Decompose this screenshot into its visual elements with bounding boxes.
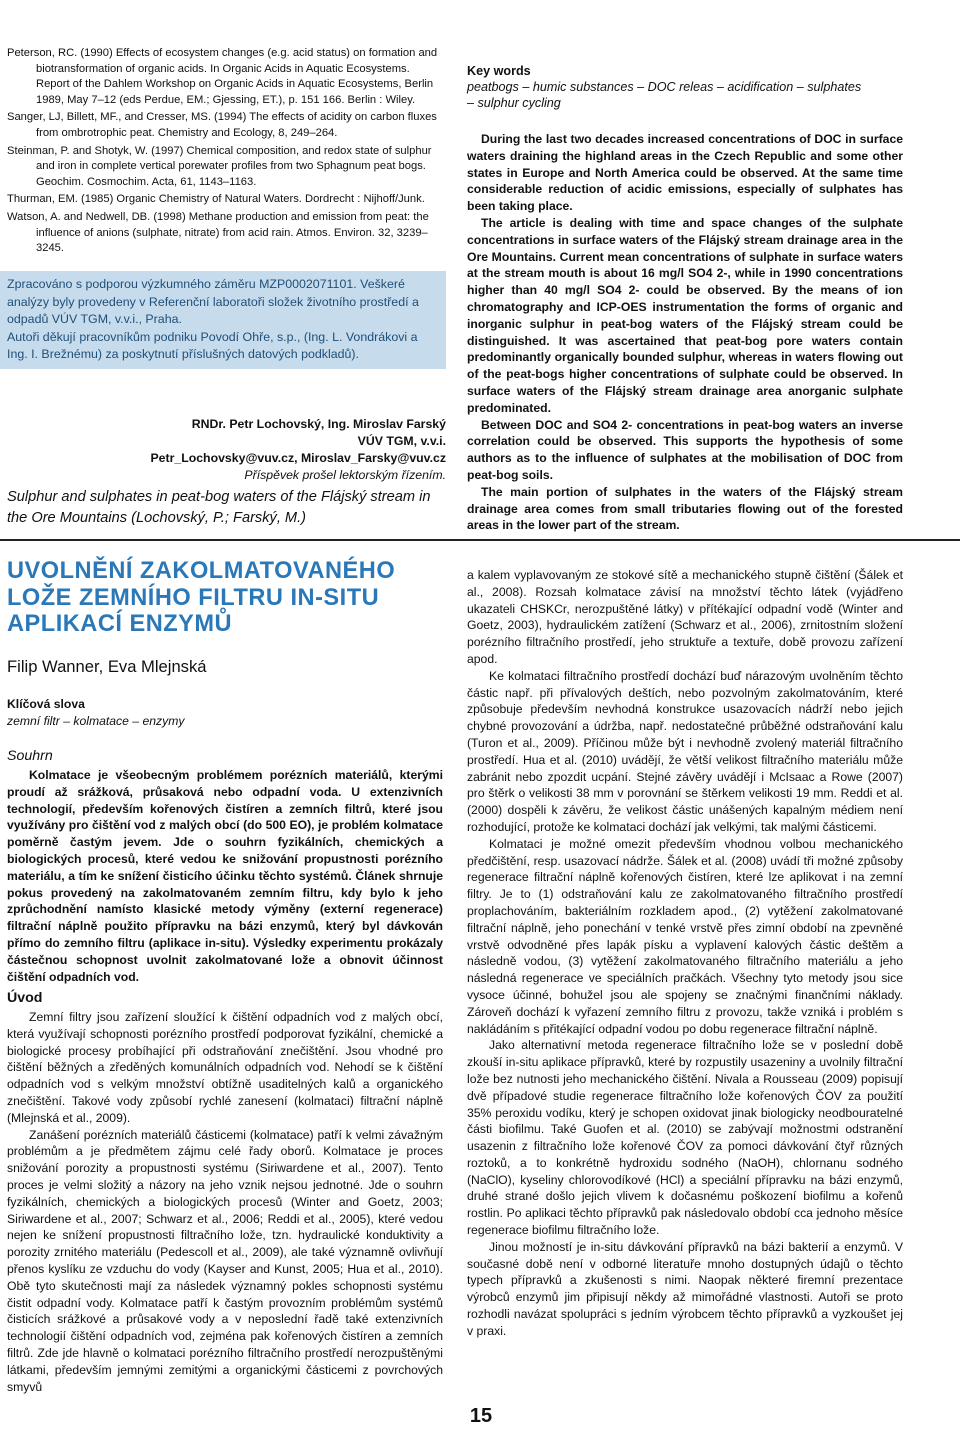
english-abstract bbox=[467, 131, 903, 534]
acknowledgement-text: Zpracováno s podporou výzkumného záměru MZP0002071101. Veškeré analýzy byly provedeny v Referenční laboratoři složek životního prostředí a odpadů VÚV TGM, v.v.i., Praha. bbox=[7, 277, 419, 326]
souhrn-paragraph: Kolmatace je všeobecným problémem porézních materiálů, kterými proudí až srážková, průsaková nebo odpadní voda. U extenzivních technologií, především kořenových čistíren a zemních filtrů, které jsou využívány pro čištění vod z malých obcí (do 500 EO), je problém kolmatace poměrně častým jevem. Jde o souhrn fyzikálních, chemických a biologických procesů, které vedou ke snižování propustnosti porézního materiálu, a tím ke snížení čisticího účinku těchto systémů. Článek shrnuje pokus provedený na zakolmatovaném zemním filtru, kdy bylo k jeho zprůchodnění namísto klasické metody výměny (externí regenerace) filtrační náplně použito přípravku na bázi enzymů, který byl dávkován přímo do zemního filtru (aplikace in-situ). Výsledky experimentu prokázaly částečnou schopnost uvolnit zakolmatované lože a obnovit účinnost čištění odpadních vod. bbox=[7, 768, 443, 984]
acknowledgement-text: Autoři děkují pracovníkům podniku Povodí Ohře, s.p., (Ing. L. Vondrákovi a Ing. I. Brežnému) za poskytnutí příslušných datových podkladů). bbox=[7, 329, 418, 361]
author-block bbox=[0, 416, 446, 484]
body-paragraph: Jako alternativní metoda regenerace filtračního lože se v poslední době zkouší in-situ aplikace přípravků, které by rozpustily usazeniny a uvolnily filtrační lože bez nutnosti jeho mechanického čištění. Nivala a Rousseau (2009) popisují dvě případové studie regenerace filtračního lože kořenových ČOV za použití 35% peroxidu vodíku, který je schopen oxidovat jinak biologicky neodbouratelné části biofilmu. Také Guofen et al. (2010) se zabývají možnostmi odstranění usazenin z filtračního lože kořenové ČOV za pomoci dávkování čtyř různých roztoků, a to konkrétně hydroxidu sodného (NaOH), chlornanu sodného (NaClO), kyseliny chlorovodíkové (HCl) a speciální přípravku na bázi enzymů, druhé strané došlo jejich vlivem k dočasnému poškození biofilmu a kořenů rostlin. Po aplikaci těchto přípravků pak následovalo období cca jednoho měsíce regenerace biofilmu filtračního lože. bbox=[467, 1038, 903, 1238]
kz-heading: Klíčová slova bbox=[7, 697, 85, 711]
uvod-paragraph: Zanášení porézních materiálů částicemi (kolmatace) patří k velmi závažným problémům a je předmětem zájmu celé řady oborů. Kolmatace je proces snižování porozity a propustnosti systému (Siriwardene et al., 2007). Tento proces je velmi složitý a názory na jeho vznik nejsou jednotné. Jde o souhrn fyzikálních, chemických a biologických procesů (Winter and Goetz, 2003; Siriwardene et al., 2007; Schwarz et al., 2006; Reddi et al., 2005), které vedou nejen ke snížení propustnosti filtračního lože, tzn. hydraulické konduktivity a porozity zrnitého materiálu (Pedescoll et al., 2009), ale také významně ovlivňují přenos kyslíku ze vzduchu do vody (Kayser and Kunst, 2005; Hua et al., 2010). Obě tyto skutečnosti mají za následek významný pokles schopnosti systému čistit odpadní vody. Kolmatace patří k častým provozním problémům systémů čisticích srážkové a průsakové vody a v neposlední řadě také extenzivních technologií čištění odpadních vod, zejména pak kořenových čistíren a zemních filtrů. Zde jde hlavně o kolmataci porézního filtračního prostředí nerozpuštěnými látkami, především jemnými zemitými a organickými částicemi z povrchových smyvů bbox=[7, 1127, 443, 1394]
reference-item: Sanger, LJ, Billett, MF., and Cresser, MS. (1994) The effects of acidity on carbon fluxes from ombrotrophic peat. Chemistry and Ecology, 8, 249–264. bbox=[7, 111, 437, 139]
abstract-paragraph: During the last two decades increased concentrations of DOC in surface waters draining the highland areas in the Czech Republic and some other states in Europe and North America could be observed. At the same time considerable reduction of acidic emissions, especially of sulphates has been taking place. bbox=[467, 132, 903, 214]
abstract-paragraph: The article is dealing with time and space changes of the sulphate concentrations in surface waters of the Flájský stream drainage area in the Ore Mountains. Current mean concentrations of sulphate in surface waters at the stream mouth is about 16 mg/l SO4 2-, while in 1990 concentrations higher than 40 mg/l SO4 2- could be observed. By the means of ion chromatography and ICP-OES instrumentation the forms of organic and inorganic sulphur in peat-bog waters of the Flájský stream could be distinguished. It was ascertained that peat-bog pore waters contain predominantly organically bounded sulphur, whereas in waters flowing out of the peat-bogs higher concentrations of sulphate could be observed. In surface waters of the Flájský stream drainage area anorganic sulphate predominated. bbox=[467, 215, 903, 415]
reference-item: Thurman, EM. (1985) Organic Chemistry of Natural Waters. Dordrecht : Nijhoff/Junk. bbox=[7, 193, 425, 206]
uvod-heading: Úvod bbox=[7, 990, 43, 1006]
article-title: UVOLNĚNÍ ZAKOLMATOVANÉHO LOŽE ZEMNÍHO FILTRU IN-SITU APLIKACÍ ENZYMŮ bbox=[7, 558, 396, 637]
abstract-paragraph: The main portion of sulphates in the waters of the Flájský stream drainage area comes from small tributaries flowing out of the forested areas in the lower part of the stream. bbox=[467, 484, 903, 533]
uvod-text bbox=[7, 1009, 443, 1395]
body-paragraph: Ke kolmataci filtračního prostředí dochází buď nárazovým uvolněním těchto částic např. při přívalových deštích, nebo pozvolným zakolmatováním, které způsobuje především nevhodná konstrukce usazovacích nádrží nebo jejich chybné provozování a údržba, např. nedostatečné průběžné odstraňování kalu (Turon et al., 2009). Příčinou může být i nevhodně zvolený materiál filtračního prostředí. Hua et al. (2010) uvádějí, že větší velikost filtračního materiálu může zabránit nebo zpozdit ucpání. Stejné závěry uvádějí i McIsaac a Rowe (2007) pro štěrk o velikosti 38 mm v porovnání se štěrkem velikosti 19 mm. Reddi et al. (2000) dospěli k závěru, že velikost částic unášených kapalným médiem není rozhodující, protože ke kolmataci dochází jak velkými, tak malými částicemi. bbox=[467, 668, 903, 834]
page-number: 15 bbox=[469, 1405, 493, 1427]
keywords-line: – sulphur cycling bbox=[467, 96, 561, 110]
body-paragraph: a kalem vyplavovaným ze stokové sítě a mechanického stupně čištění (Šálek et al., 2008). Rozsah kolmatace závisí na množství těchto látek (vyjádřeno ukazateli CHSKCr, nerozpuštěné látky) v přítékající odpadní vodě (Winter and Goetz, 2003), hydraulickém zatížení (Schwarz et al., 2006), zrnitostním složení porézního filtračního prostředí, jeho struktuře a textuře, době provozu zařízení apod. bbox=[467, 568, 903, 666]
article-body-right bbox=[467, 567, 903, 1340]
keywords-heading: Key words bbox=[467, 64, 531, 78]
author-emails: Petr_Lochovsky@vuv.cz, Miroslav_Farsky@vuv.cz bbox=[150, 451, 446, 465]
review-note: Příspěvek prošel lektorským řízením. bbox=[244, 468, 446, 482]
acknowledgement-box bbox=[0, 271, 446, 369]
author-names: RNDr. Petr Lochovský, Ing. Miroslav Farský bbox=[191, 417, 446, 431]
reference-item: Watson, A. and Nedwell, DB. (1998) Methane production and emission from peat: the influence of anions (sulphate, nitrate) from acid rain. Atmos. Environ. 32, 3239–3245. bbox=[7, 210, 429, 255]
section-divider bbox=[0, 539, 960, 541]
body-paragraph: Kolmataci je možné omezit především vhodnou volbou mechanického předčištění, resp. usazovací nádrže. Šálek et al. (2008) uvádí tři možné způsoby regenerace filtrační náplně kořenových čistíren, které lze aplikovat i na zemní filtry. Je to (1) odstraňování kalu ze zakolmatovaného filtračního prostředí proplachováním, bakteriálním rozkladem apod., (2) vytěžení zakolmatované filtrační náplně, jeho ponechání v tenké vrstvě přes zimní období na zpevněné vrstvě odvodněné přes lapák písku a vyplavení kalových částic deštěm a následně vodou, (3) vytěžení zakolmatovaného filtračního materiálu a jeho následná regenerace ve speciálních pračkách. Všechny tyto metody jsou sice vysoce účinné, bohužel jsou ale spojeny se značnými finančními náklady. Zároveň dochází k vyřazení zemního filtru z provozu, takže vzniká i problém s nakládáním s přitékající odpadní vodou po dobu regenerace filtrační náplně. bbox=[467, 836, 903, 1036]
uvod-paragraph: Zemní filtry jsou zařízení sloužící k čištění odpadních vod z malých obcí, která využívají schopnosti porézního prostředí podporovat fyzikální, chemické a biologické procesy probíhající při odstraňování znečištění. Jsou vhodné pro čištění běžných a zředěných komunálních odpadních vod. Nehodí se k čištění odpadních vod s velkým množství obtížně usaditelných kalů a organického znečištění. Takové vody způsobí rychlé zanesení (kolmataci) filtrační náplně (Mlejnská et al., 2009). bbox=[7, 1010, 443, 1125]
author-institute: VÚV TGM, v.v.i. bbox=[357, 434, 446, 448]
article-authors: Filip Wanner, Eva Mlejnská bbox=[7, 657, 207, 676]
english-title: Sulphur and sulphates in peat-bog waters of the Flájský stream in the Ore Mountains (Lochovský, P.; Farský, M.) bbox=[7, 489, 431, 526]
reference-item: Steinman, P. and Shotyk, W. (1997) Chemical composition, and redox state of sulphur and iron in complete vertical porewater profiles from two Sphagnum peat bogs. Geochim. Cosmochim. Acta, 61, 1143–1163. bbox=[7, 144, 432, 188]
abstract-paragraph: Between DOC and SO4 2- concentrations in peat-bog waters an inverse correlation could be observed. This supports the hypothesis of some authors as to the influence of sulphates at the mobilisation of DOC from peat-bog soils. bbox=[467, 417, 903, 482]
reference-item: Peterson, RC. (1990) Effects of ecosystem changes (e.g. acid status) on formation and biotransformation of organic acids. In Organic Acids in Aquatic Ecosystems. Report of the Dahlem Workshop on Organic Acids in Aquatic Ecosystems, Berlin 1989, May 7–12 (eds Perdue, EM.; Gjessing, ET.), p. 151 166. Berlin : Wiley. bbox=[7, 47, 438, 106]
body-paragraph: Jinou možností je in-situ dávkování přípravků na bázi bakterií a enzymů. V současné době není v odborné literatuře mnoho dostupných údajů o těchto typech přípravků a zkušenosti s nimi. Naopak některé firemní prezentace výrobců enzymů jim připisují někdy až mimořádné vlastnosti. Autoři se proto rozhodli navázat spolupráci s jedním výrobcem těchto přípravků a vyzkoušet jej v praxi. bbox=[467, 1239, 903, 1338]
souhrn-text bbox=[7, 767, 443, 985]
keywords-line: peatbogs – humic substances – DOC releas – acidification – sulphates bbox=[467, 80, 862, 94]
reference-list bbox=[7, 46, 443, 259]
souhrn-heading: Souhrn bbox=[7, 748, 53, 764]
kz-line: zemní filtr – kolmatace – enzymy bbox=[7, 714, 185, 728]
